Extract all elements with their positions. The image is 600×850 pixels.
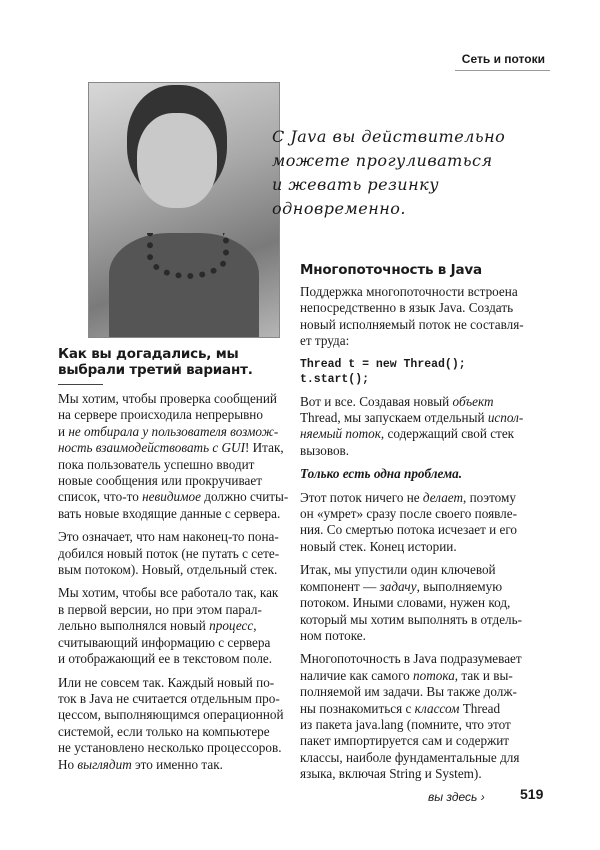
text-line — [300, 394, 548, 410]
text-line — [58, 546, 294, 562]
body-text: вызовов. — [300, 442, 350, 458]
body-text: пока пользователь успешно вводит — [58, 456, 255, 472]
body-text: Или не совсем так. Каждый новый по- — [58, 674, 275, 690]
text-line — [58, 724, 294, 740]
body-text: ния. Со смертью потока исчезает и его — [300, 522, 518, 538]
body-text: добился новый поток (не путать с сете- — [58, 545, 280, 561]
text-line — [300, 562, 548, 578]
emphasis-text: не отбирала у пользователя возмож- — [68, 423, 279, 439]
text-line — [300, 466, 548, 482]
text-line — [58, 707, 294, 723]
text-line — [300, 333, 548, 349]
body-text: цессом, выполняющимся операционной — [58, 707, 284, 723]
body-text: Thread — [459, 700, 501, 716]
body-text: новый стек. Конец истории. — [300, 538, 457, 554]
caption-line: и жевать резинку — [272, 175, 439, 194]
body-text: , содержащий свой стек — [380, 426, 515, 442]
body-text: , поэтому — [463, 489, 516, 505]
photo-necklace — [147, 233, 229, 279]
text-line — [300, 684, 548, 700]
body-text: , так и вы- — [454, 667, 513, 683]
body-text: и отображающий ее в текстовом поле. — [58, 651, 273, 667]
body-text: в первой версии, но при этом парал- — [58, 601, 262, 617]
text-line — [58, 618, 294, 634]
body-text: Но — [58, 756, 78, 772]
text-line — [58, 740, 294, 756]
text-line — [58, 602, 294, 618]
emphasis-text: невидимое — [142, 489, 201, 505]
text-line — [58, 391, 294, 407]
heading-line: выбрали третий вариант. — [58, 362, 253, 378]
text-line — [58, 440, 294, 456]
text-line — [58, 562, 294, 578]
body-text: Вот и все. Создавая новый — [300, 393, 453, 409]
text-line — [58, 489, 294, 505]
body-text: это именно так. — [131, 756, 223, 772]
paragraph — [300, 394, 548, 460]
body-text: наличие как самого — [300, 667, 414, 683]
body-text: ! Итак, — [244, 440, 284, 456]
body-text: ны познакомиться с — [300, 700, 415, 716]
emphasis-text: потока — [413, 667, 455, 683]
caption-line: С Java вы действительно — [272, 127, 506, 146]
body-text: классы, наиболе фундаментальные для — [300, 749, 520, 765]
text-line — [300, 426, 548, 442]
paragraph — [300, 466, 548, 482]
text-line — [58, 651, 294, 667]
text-line — [300, 410, 548, 426]
emphasis-text: классом — [414, 700, 460, 716]
right-column — [300, 262, 548, 790]
body-text: он «умрет» сразу после своего появле- — [300, 506, 518, 522]
header-rule — [455, 70, 550, 71]
body-text: ет труда: — [300, 333, 350, 349]
body-text: системой, если только на компьютере — [58, 723, 270, 739]
heading-line: Как вы догадались, мы — [58, 346, 239, 362]
body-text: Итак, мы упустили один ключевой — [300, 562, 496, 578]
text-line — [300, 668, 548, 684]
text-line — [300, 750, 548, 766]
left-column — [58, 346, 294, 780]
body-text: ток в Java не считается отдельным про- — [58, 690, 280, 706]
text-line — [300, 506, 548, 522]
body-text: потоком. Иными словами, нужен код, — [300, 595, 511, 611]
body-text: который мы хотим выполнять в отдель- — [300, 611, 523, 627]
body-text: языка, включая String и System). — [300, 766, 482, 782]
text-line — [300, 317, 548, 333]
text-line — [300, 651, 548, 667]
text-line — [58, 529, 294, 545]
emphasis-text: выглядит — [77, 756, 132, 772]
paragraph — [58, 391, 294, 522]
text-line — [300, 284, 548, 300]
right-body — [300, 394, 548, 783]
emphasis-text: делает — [422, 489, 463, 505]
heading-rule — [58, 384, 103, 385]
text-line — [58, 675, 294, 691]
text-line — [300, 539, 548, 555]
emphasis-text: няемый поток — [300, 426, 381, 442]
body-text: , — [253, 618, 257, 634]
handwritten-caption — [272, 125, 522, 221]
photo-woman-bubblegum — [88, 82, 280, 338]
text-line — [300, 522, 548, 538]
page-number: 519 — [520, 786, 544, 802]
emphasis-text: Только есть одна проблема. — [300, 466, 462, 482]
body-text: новые сообщения или прокручивает — [58, 473, 262, 489]
body-text: вым потоком). Новый, отдельный стек. — [58, 562, 278, 578]
text-line — [300, 733, 548, 749]
text-line — [300, 766, 548, 782]
text-line — [300, 579, 548, 595]
paragraph — [300, 284, 548, 350]
text-line — [300, 717, 548, 733]
text-line — [300, 490, 548, 506]
photo-head — [137, 113, 217, 208]
text-line — [58, 473, 294, 489]
body-text: непосредственно в язык Java. Создать — [300, 300, 514, 316]
body-text: Мы хотим, чтобы все работало так, как — [58, 585, 279, 601]
caption-line: одновременно. — [272, 199, 406, 218]
body-text: вать новые входящие данные с сервера. — [58, 505, 281, 521]
body-text: полняемой им задачи. Вы также долж- — [300, 684, 517, 700]
text-line — [58, 635, 294, 651]
right-intro — [300, 284, 548, 350]
footer-you-are-here: вы здесь › — [428, 790, 485, 804]
body-text: Это означает, что нам наконец-то пона- — [58, 529, 279, 545]
right-heading: Многопоточность в Java — [300, 262, 482, 278]
body-text: Мы хотим, чтобы проверка сообщений — [58, 391, 277, 406]
text-line — [300, 612, 548, 628]
body-text: новый исполняемый поток не составля- — [300, 316, 524, 332]
emphasis-text: процесс — [209, 618, 254, 634]
body-text: компонент — — [300, 578, 380, 594]
text-line — [58, 424, 294, 440]
left-heading — [58, 346, 294, 378]
body-text: лельно выполнялся новый — [58, 618, 210, 634]
code-snippet: Thread t = new Thread(); t.start(); — [300, 357, 466, 386]
running-header: Сеть и потоки — [461, 52, 545, 66]
body-text: и — [58, 423, 69, 439]
paragraph — [300, 562, 548, 644]
emphasis-text: задачу — [379, 578, 417, 594]
text-line — [300, 443, 548, 459]
caption-line: можете прогуливаться — [272, 151, 493, 170]
body-text: пакет импортируется сам и содержит — [300, 733, 510, 749]
text-line — [300, 701, 548, 717]
text-line — [58, 407, 294, 423]
text-line — [300, 595, 548, 611]
body-text: Многопоточность в Java подразумевает — [300, 651, 522, 667]
text-line — [300, 628, 548, 644]
emphasis-text: испол- — [487, 410, 524, 426]
body-text: список, что-то — [58, 489, 143, 505]
paragraph — [300, 490, 548, 556]
paragraph — [300, 651, 548, 782]
text-line — [58, 757, 294, 773]
emphasis-text: объект — [452, 393, 494, 409]
paragraph — [58, 529, 294, 578]
body-text: должно считы- — [200, 489, 289, 505]
body-text: Этот поток ничего не — [300, 489, 423, 505]
body-text: из пакета java.lang (помните, что этот — [300, 716, 511, 732]
left-body — [58, 391, 294, 773]
text-line — [58, 457, 294, 473]
body-text: считывающий информацию с сервера — [58, 634, 271, 650]
paragraph — [58, 585, 294, 667]
body-text: Thread, мы запускаем отдельный — [300, 410, 488, 426]
text-line — [58, 691, 294, 707]
text-line — [58, 506, 294, 522]
body-text: не установлено несколько процессоров. — [58, 740, 282, 756]
body-text: Поддержка многопоточности встроена — [300, 284, 518, 299]
body-text: , выполняемую — [416, 578, 503, 594]
body-text: ном потоке. — [300, 627, 366, 643]
text-line — [300, 300, 548, 316]
body-text: на сервере происходила непрерывно — [58, 407, 263, 423]
paragraph — [58, 675, 294, 773]
emphasis-text: ность взаимодействовать с GUI — [58, 440, 245, 456]
text-line — [58, 585, 294, 601]
